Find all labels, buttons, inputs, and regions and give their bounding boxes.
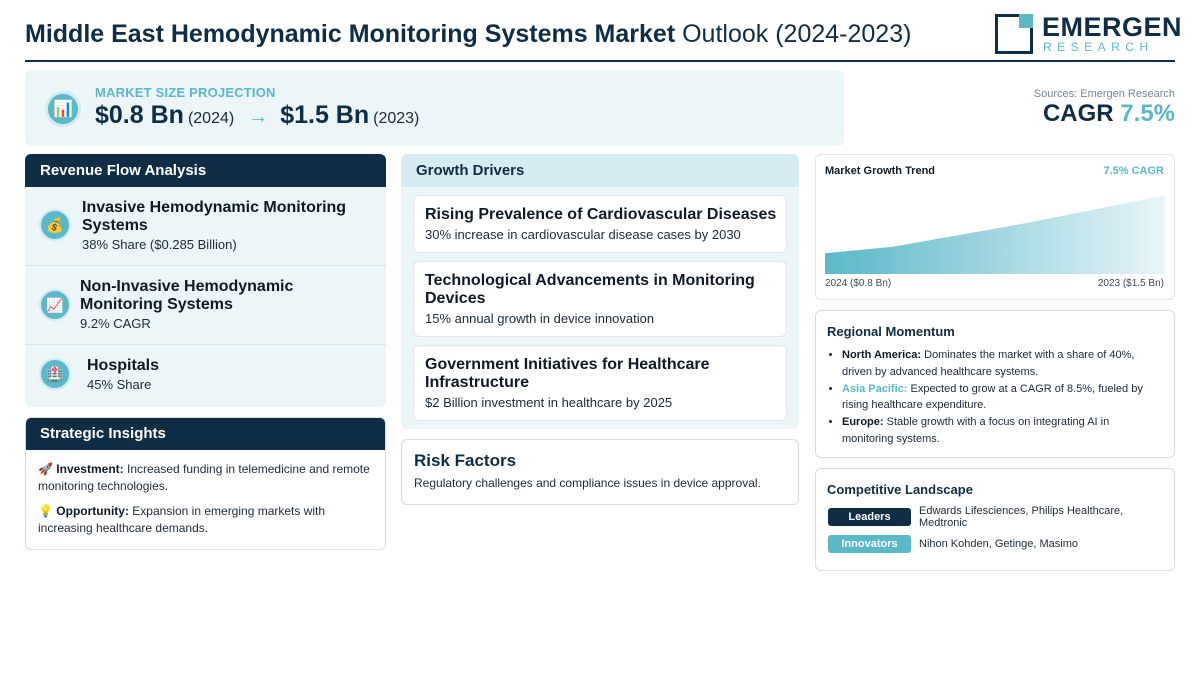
region-text: Stable growth with a focus on integrating AI in monitoring systems. xyxy=(842,416,1110,445)
market-growth-trend-card xyxy=(815,154,1175,300)
region-label: Europe: xyxy=(842,416,884,429)
trend-up-icon: 📈 xyxy=(39,289,71,321)
region-text: Dominates the market with a share of 40%, driven by advanced healthcare systems. xyxy=(842,349,1135,378)
cagr-label: CAGR xyxy=(1042,100,1114,127)
insight-text: Expansion in emerging markets with increasing healthcare demands. xyxy=(38,504,326,535)
revenue-item-name: Hospitals xyxy=(87,357,160,374)
arrow-right-icon: → xyxy=(248,106,269,128)
trend-cagr: 7.5% CAGR xyxy=(1103,165,1164,177)
innovators-badge: Innovators xyxy=(828,535,911,553)
leaders-badge: Leaders xyxy=(828,508,911,526)
revenue-item-sub: 9.2% CAGR xyxy=(80,316,151,331)
hospital-icon: 🏥 xyxy=(39,358,71,390)
leaders-list: Edwards Lifesciences, Philips Healthcare, Medtronic xyxy=(919,505,1124,529)
region-label: Asia Pacific: xyxy=(842,382,908,395)
driver-sub: $2 Billion investment in healthcare by 2025 xyxy=(425,395,673,410)
region-item xyxy=(842,414,1162,448)
revenue-item-sub: 38% Share ($0.285 Billion) xyxy=(82,237,237,252)
driver-item xyxy=(413,345,787,421)
revenue-item xyxy=(25,187,386,266)
market-size-projection xyxy=(25,70,844,146)
trend-start-label: 2024 ($0.8 Bn) xyxy=(825,278,892,289)
source-note: Sources: Emergen Research xyxy=(1033,88,1175,100)
regional-momentum-title: Regional Momentum xyxy=(827,324,955,339)
innovators-list: Nihon Kohden, Getinge, Masimo xyxy=(919,538,1078,550)
start-year: (2024) xyxy=(187,110,235,127)
insight-text: Increased funding in telemedicine and remote monitoring technologies. xyxy=(38,462,370,493)
projection-label: MARKET SIZE PROJECTION xyxy=(95,85,276,100)
bar-chart-icon: 📊 xyxy=(45,91,81,127)
growth-area-series xyxy=(825,195,1165,274)
insight-investment xyxy=(26,461,385,495)
lightbulb-icon: 💡 xyxy=(38,504,53,518)
title-rest: Outlook (2024-2023) xyxy=(682,20,912,48)
growth-drivers-title: Growth Drivers xyxy=(401,154,799,187)
revenue-item-name: Non-Invasive Hemodynamic Monitoring Systems xyxy=(80,278,294,313)
region-item xyxy=(842,381,1162,415)
logo-sub: RESEARCH xyxy=(1043,40,1154,54)
insight-opportunity xyxy=(26,503,385,537)
growth-trend-chart xyxy=(825,187,1165,275)
driver-item xyxy=(413,195,787,253)
page-header xyxy=(25,12,1183,62)
growth-drivers-card xyxy=(401,154,799,429)
revenue-item xyxy=(25,266,386,345)
revenue-item-name: Invasive Hemodynamic Monitoring Systems xyxy=(82,199,347,234)
revenue-flow-title: Revenue Flow Analysis xyxy=(25,154,386,187)
driver-title: Technological Advancements in Monitoring Devices xyxy=(425,272,755,307)
money-bag-icon: 💰 xyxy=(39,209,71,241)
driver-item xyxy=(413,261,787,337)
start-value: $0.8 Bn xyxy=(95,101,184,129)
region-label: North America: xyxy=(842,349,922,361)
rocket-icon: 🚀 xyxy=(38,462,53,476)
strategic-insights-card xyxy=(25,417,386,550)
cagr-value: 7.5% xyxy=(1120,100,1175,127)
end-year: (2023) xyxy=(373,110,420,127)
competitive-landscape-card xyxy=(815,468,1175,571)
title-bold: Middle East Hemodynamic Monitoring Systems Market xyxy=(25,20,676,48)
region-item xyxy=(842,347,1162,381)
revenue-item-sub: 45% Share xyxy=(87,377,152,392)
page-title xyxy=(25,20,911,49)
insight-label: Investment: xyxy=(56,462,124,476)
logo-name: EMERGEN xyxy=(1042,12,1183,42)
risk-factors-card xyxy=(401,439,799,505)
logo-mark-icon xyxy=(995,14,1033,54)
trend-end-label: 2023 ($1.5 Bn) xyxy=(1097,278,1164,289)
cagr-headline xyxy=(1043,100,1175,128)
insight-label: Opportunity: xyxy=(56,504,129,518)
region-list xyxy=(842,347,1162,448)
competitive-landscape-title: Competitive Landscape xyxy=(827,482,973,497)
projection-values xyxy=(95,101,419,130)
driver-sub: 15% annual growth in device innovation xyxy=(425,311,655,326)
driver-sub: 30% increase in cardiovascular disease cases by 2030 xyxy=(425,227,741,242)
revenue-item xyxy=(25,345,386,406)
region-text: Expected to grow at a CAGR of 8.5%, fueled by rising healthcare expenditure. xyxy=(842,382,1143,412)
driver-title: Rising Prevalence of Cardiovascular Diseases xyxy=(425,206,777,223)
revenue-flow-card xyxy=(25,154,386,407)
end-value: $1.5 Bn xyxy=(280,101,370,129)
emergen-logo xyxy=(995,12,1183,56)
risk-factors-title: Risk Factors xyxy=(414,451,517,470)
risk-factors-text: Regulatory challenges and compliance issues in device approval. xyxy=(414,476,761,490)
driver-title: Government Initiatives for Healthcare Infrastructure xyxy=(425,356,710,391)
strategic-insights-title: Strategic Insights xyxy=(25,417,386,450)
regional-momentum-card xyxy=(815,310,1175,458)
trend-title: Market Growth Trend xyxy=(825,165,936,177)
